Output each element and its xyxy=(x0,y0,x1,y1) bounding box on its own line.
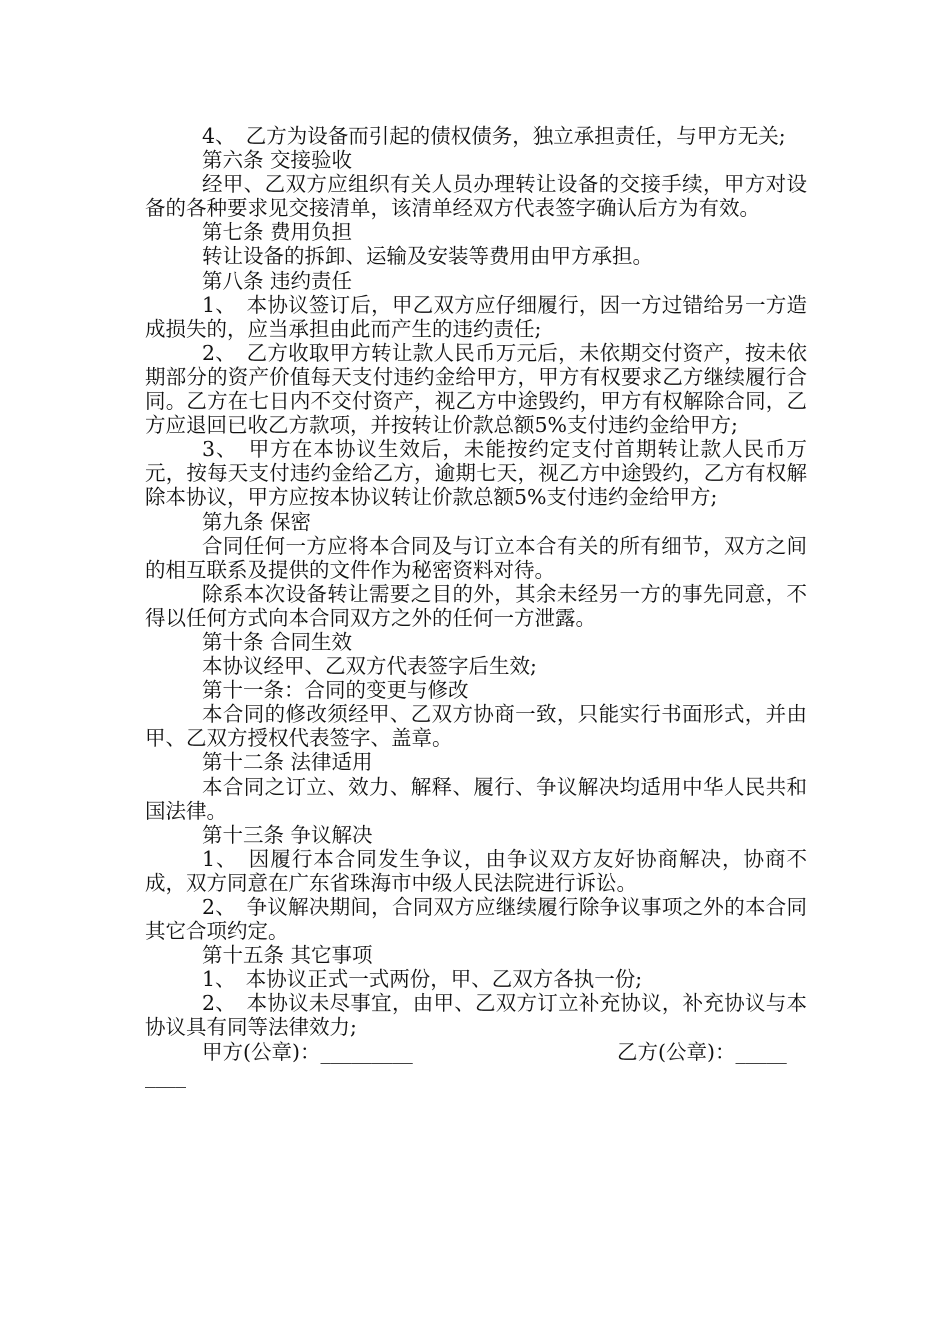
party-a-signature: 甲方(公章)：_________ xyxy=(202,1039,413,1064)
section-heading: 第十一条：合同的变更与修改 xyxy=(201,678,469,703)
section-heading: 第十条 合同生效 xyxy=(201,629,353,654)
paragraph: 3、 甲方在本协议生效后，未能按约定支付首期转让款人民币万元，按每天支付违约金给乙方，逾期七天，视乙方中途毁约，乙方有权解除本协议，甲方应按本协议转让价款总额5%支付违约金给甲方; xyxy=(145,437,807,510)
document-page xyxy=(145,124,807,1088)
party-b-signature: 乙方(公章)：_____ xyxy=(617,1039,787,1064)
paragraph: 转让设备的拆卸、运输及安装等费用由甲方承担。 xyxy=(201,244,653,269)
paragraph: 2、 本协议未尽事宜，由甲、乙双方订立补充协议，补充协议与本协议具有同等法律效力; xyxy=(145,991,807,1040)
paragraph: 合同任何一方应将本合同及与订立本合有关的所有细节，双方之间的相互联系及提供的文件作为秘密资料对待。 xyxy=(145,533,807,582)
section-heading: 第九条 保密 xyxy=(201,509,312,534)
section-heading: 第十五条 其它事项 xyxy=(201,943,373,968)
section-heading: 第六条 交接验收 xyxy=(201,148,353,173)
paragraph: 2、 争议解决期间，合同双方应继续履行除争议事项之外的本合同其它合项约定。 xyxy=(145,895,807,944)
paragraph: 2、 乙方收取甲方转让款人民币万元后，未依期交付资产，按未依期部分的资产价值每天支付违约金给甲方，甲方有权要求乙方继续履行合同。乙方在七日内不交付资产，视乙方中途毁约，甲方有权解除合同，乙方应退回已收乙方款项，并按转让价款总额5%支付违约金给甲方; xyxy=(145,340,807,438)
paragraph: 经甲、乙双方应组织有关人员办理转让设备的交接手续，甲方对设备的各种要求见交接清单，该清单经双方代表签字确认后方为有效。 xyxy=(145,172,807,221)
section-heading: 第七条 费用负担 xyxy=(201,220,353,245)
paragraph: 本合同之订立、效力、解释、履行、争议解决均适用中华人民共和国法律。 xyxy=(145,774,807,823)
paragraph: 1、 本协议正式一式两份，甲、乙双方各执一份; xyxy=(201,967,643,992)
section-heading: 第八条 违约责任 xyxy=(201,268,353,293)
section-heading: 第十三条 争议解决 xyxy=(201,822,373,847)
paragraph: 4、 乙方为设备而引起的债权债务，独立承担责任，与甲方无关; xyxy=(201,124,786,148)
section-heading: 第十二条 法律适用 xyxy=(201,750,373,775)
paragraph: 本协议经甲、乙双方代表签字后生效; xyxy=(201,654,537,679)
paragraph: 1、 本协议签订后，甲乙双方应仔细履行，因一方过错给另一方造成损失的，应当承担由此而产生的违约责任; xyxy=(145,292,807,341)
paragraph: 1、 因履行本合同发生争议，由争议双方友好协商解决，协商不成，双方同意在广东省珠海市中级人民法院进行诉讼。 xyxy=(145,846,807,895)
signature-line-tail: ____ xyxy=(145,1063,186,1088)
paragraph: 本合同的修改须经甲、乙双方协商一致，只能实行书面形式，并由甲、乙双方授权代表签字、盖章。 xyxy=(145,702,807,751)
signature-row xyxy=(145,1040,807,1064)
paragraph: 除系本次设备转让需要之目的外，其余未经另一方的事先同意，不得以任何方式向本合同双方之外的任何一方泄露。 xyxy=(145,581,807,630)
